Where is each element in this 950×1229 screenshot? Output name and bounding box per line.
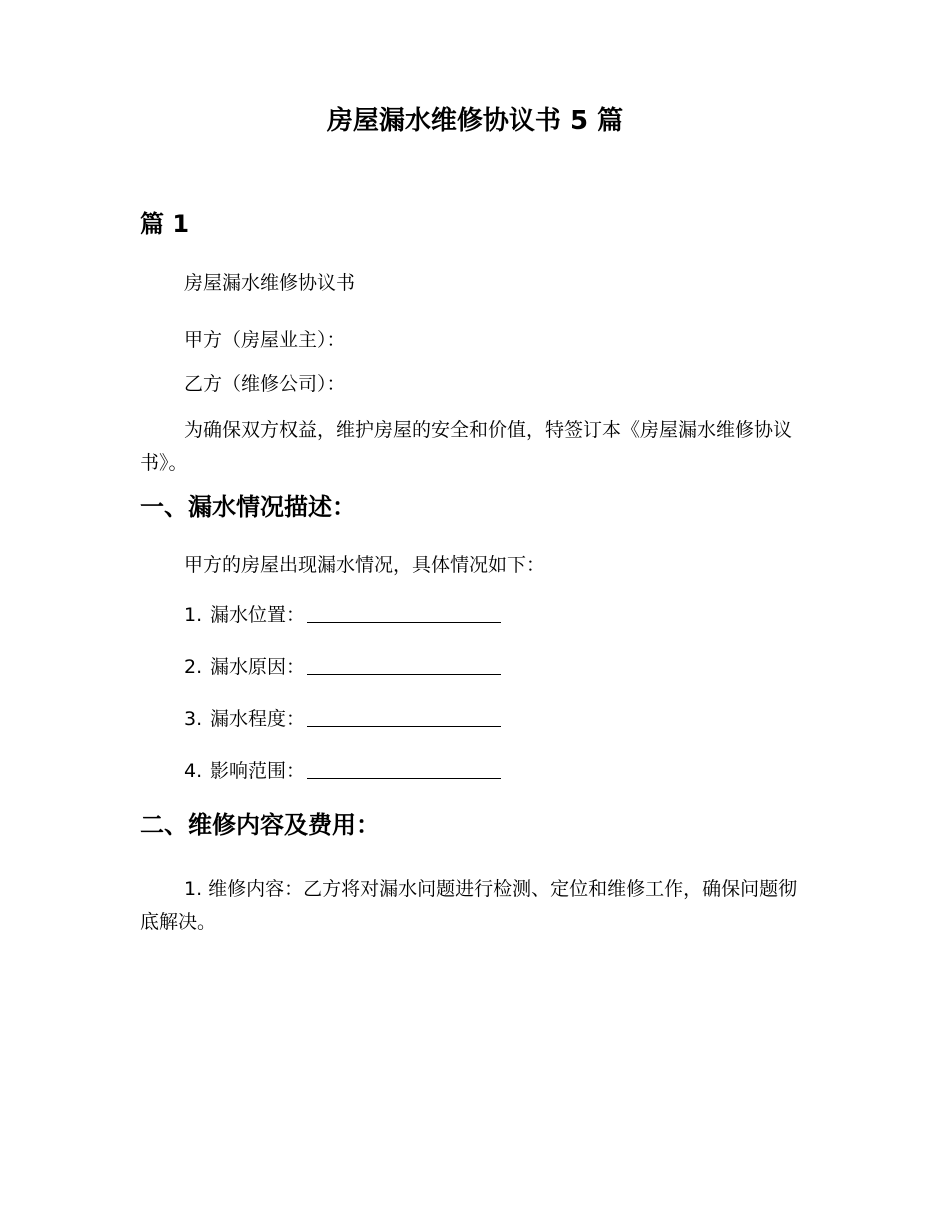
list-item-leak-cause: [184, 651, 501, 684]
list-label: 漏水程度：: [210, 708, 306, 730]
intro-paragraph: 为确保双方权益，维护房屋的安全和价值，特签订本《房屋漏水维修协议书》。: [140, 419, 793, 474]
fill-in-blank: [307, 760, 501, 779]
list-label: 漏水位置：: [210, 604, 306, 626]
list-number: 1.: [184, 604, 203, 626]
party-b-line: 乙方（维修公司）：: [184, 373, 346, 395]
party-a-line: 甲方（房屋业主）：: [184, 329, 346, 351]
part-heading: 篇 1: [140, 210, 190, 238]
list-number: 3.: [184, 708, 203, 730]
fill-in-blank: [307, 604, 501, 623]
section1-heading: 一、漏水情况描述：: [140, 493, 356, 521]
document-name: 房屋漏水维修协议书: [184, 272, 356, 294]
list-item-impact-scope: [184, 755, 501, 788]
list-label: 漏水原因：: [210, 656, 306, 678]
document-title: 房屋漏水维修协议书 5 篇: [326, 106, 624, 136]
list-item-leak-severity: [184, 703, 501, 736]
fill-in-blank: [307, 656, 501, 675]
section1-lead: 甲方的房屋出现漏水情况，具体情况如下：: [184, 554, 546, 576]
fill-in-blank: [307, 708, 501, 727]
list-number: 4.: [184, 760, 203, 782]
list-number: 2.: [184, 656, 203, 678]
list-label: 影响范围：: [210, 760, 306, 782]
list-item-leak-location: [184, 599, 501, 632]
section2-heading: 二、维修内容及费用：: [140, 811, 380, 839]
section2-item1: 1. 维修内容：乙方将对漏水问题进行检测、定位和维修工作，确保问题彻底解决。: [140, 878, 798, 933]
